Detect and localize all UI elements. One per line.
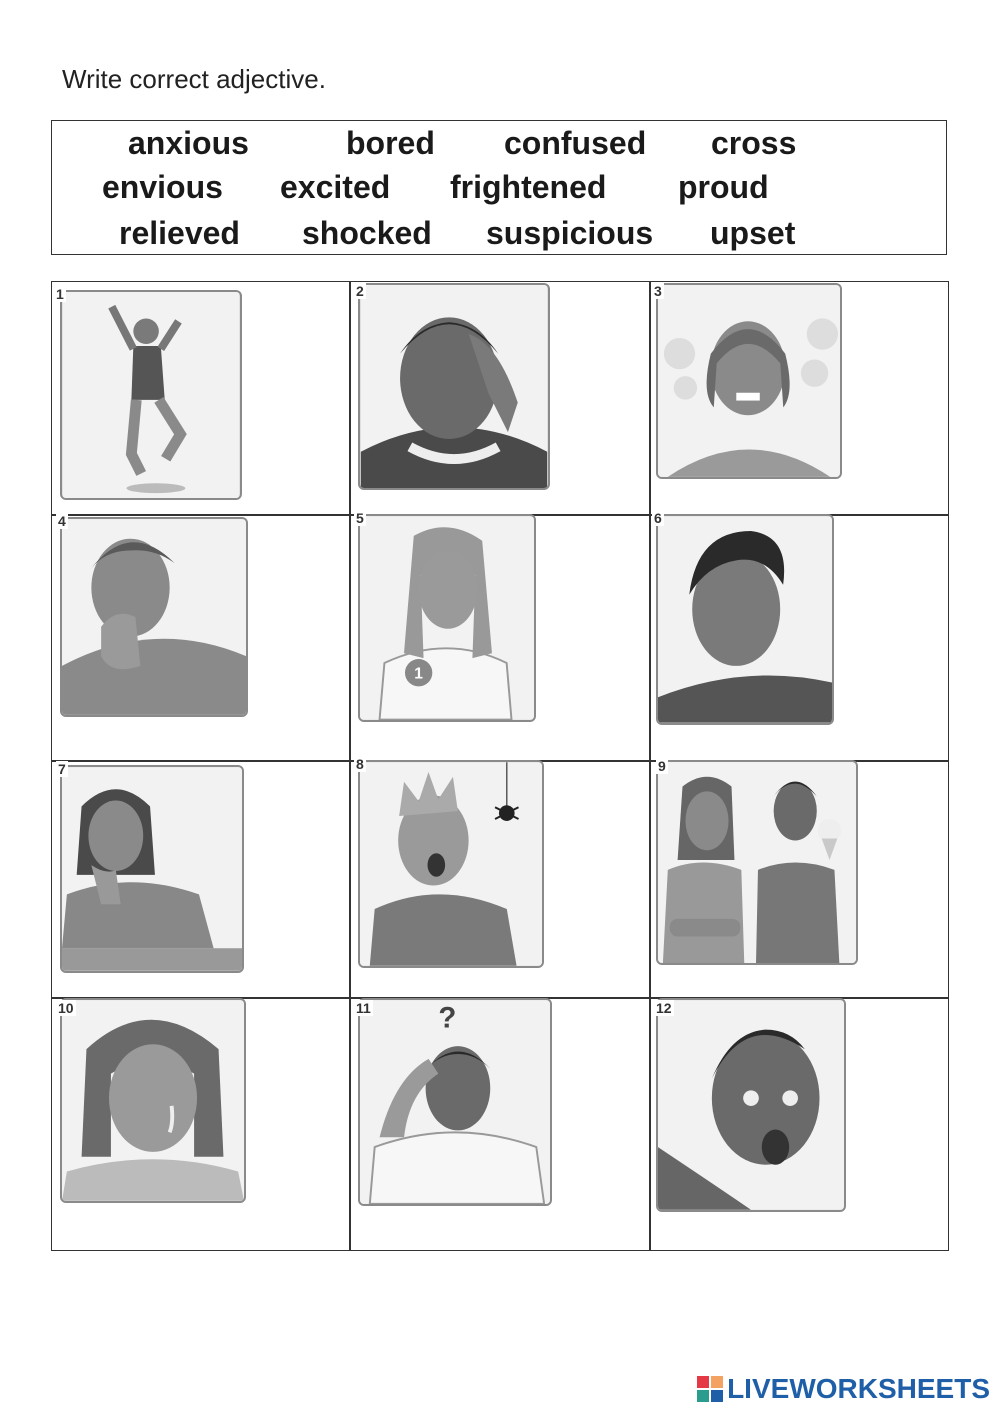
picture-number: 10: [58, 1000, 74, 1016]
brand-logo: [697, 1373, 990, 1405]
picture-number: 5: [356, 510, 364, 526]
word-bank-item: bored: [346, 125, 435, 161]
picture-number: 6: [654, 510, 662, 526]
word-bank-item: suspicious: [486, 215, 654, 251]
word-bank-item: envious: [102, 169, 223, 205]
word-bank-item: shocked: [302, 215, 432, 251]
picture-man-side-glance: [656, 514, 834, 725]
word-bank-item: frightened: [450, 169, 607, 205]
word-bank-item: anxious: [128, 125, 249, 161]
grid-divider: [649, 282, 651, 1250]
word-bank-item: cross: [711, 125, 797, 161]
picture-jumping-man: [60, 290, 242, 500]
picture-number: 11: [356, 1000, 371, 1016]
svg-text:1: 1: [414, 665, 424, 683]
picture-man-scared-of-spider: [358, 760, 544, 968]
word-bank-item: proud: [678, 169, 769, 205]
picture-man-scratching-head: [358, 998, 552, 1206]
picture-number: 8: [356, 756, 364, 772]
picture-number: 12: [656, 1000, 672, 1016]
word-bank-item: confused: [504, 125, 647, 161]
picture-number: 2: [356, 283, 364, 299]
picture-crying-girl: [60, 998, 246, 1203]
picture-girl-with-rosette: [358, 514, 536, 722]
word-bank-item: upset: [710, 215, 796, 251]
picture-girl-arms-crossed-boy-icecream: [656, 760, 858, 965]
picture-man-biting-nails: [60, 517, 248, 717]
picture-man-hand-on-forehead: [358, 283, 550, 490]
grid-divider: [349, 282, 351, 1250]
picture-number: 7: [58, 761, 66, 777]
word-bank: [51, 120, 947, 255]
picture-number: 4: [58, 513, 66, 529]
liveworksheets-logo-icon: [697, 1376, 723, 1402]
picture-number: 9: [658, 758, 666, 774]
brand-name: LIVEWORKSHEETS: [727, 1373, 990, 1404]
picture-number: 3: [654, 283, 662, 299]
picture-woman-chin-on-hand: [60, 765, 244, 973]
picture-man-mouth-open: [656, 998, 846, 1212]
picture-number: 1: [56, 286, 64, 302]
word-bank-item: relieved: [119, 215, 240, 251]
word-bank-item: excited: [280, 169, 391, 205]
instruction: Write correct adjective.: [62, 64, 326, 94]
picture-angry-woman-steam: [656, 283, 842, 479]
svg-text:?: ?: [438, 1001, 457, 1035]
